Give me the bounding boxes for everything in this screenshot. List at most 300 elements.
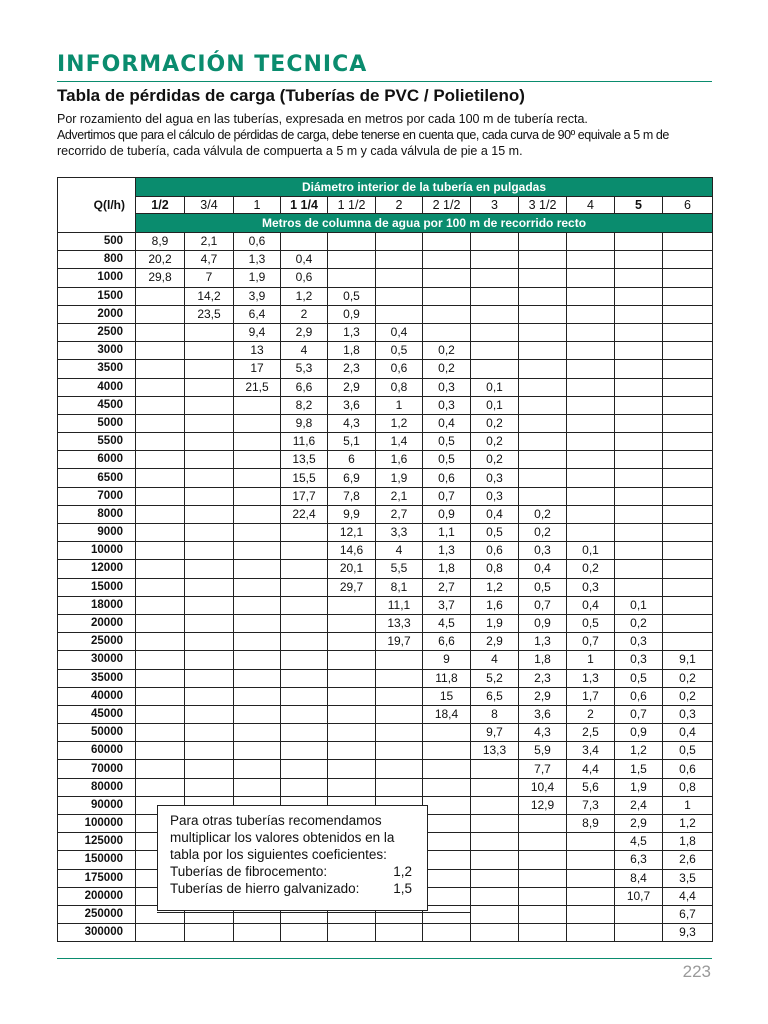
- loss-value: 8,4: [615, 869, 663, 887]
- loss-value: 9,8: [281, 414, 328, 432]
- loss-value: 0,6: [376, 360, 423, 378]
- loss-value: 1,8: [519, 651, 567, 669]
- flow-value: 45000: [58, 705, 136, 723]
- loss-value: [136, 487, 185, 505]
- loss-value: 1,4: [376, 433, 423, 451]
- coefficient-fibrocement: [170, 863, 412, 880]
- loss-value: 0,7: [567, 633, 615, 651]
- table-row: [58, 469, 713, 487]
- loss-value: [519, 251, 567, 269]
- diameter-size: 3: [471, 197, 519, 214]
- loss-value: [234, 724, 281, 742]
- loss-value: 4: [471, 651, 519, 669]
- table-row: [58, 233, 713, 251]
- loss-value: [234, 760, 281, 778]
- loss-value: 0,4: [471, 505, 519, 523]
- loss-value: 1,9: [471, 614, 519, 632]
- loss-value: 0,6: [234, 233, 281, 251]
- loss-value: [567, 887, 615, 905]
- loss-value: 0,5: [663, 742, 713, 760]
- loss-value: [234, 705, 281, 723]
- loss-value: [519, 396, 567, 414]
- loss-value: 7,7: [519, 760, 567, 778]
- loss-value: [519, 833, 567, 851]
- table-row: [58, 669, 713, 687]
- loss-value: [281, 651, 328, 669]
- flow-value: 3500: [58, 360, 136, 378]
- loss-value: 0,3: [615, 651, 663, 669]
- diameter-header: Diámetro interior de la tubería en pulgadas: [136, 178, 713, 197]
- loss-value: [423, 287, 471, 305]
- loss-value: [185, 651, 234, 669]
- loss-value: [423, 905, 471, 923]
- loss-value: [328, 760, 376, 778]
- loss-value: [567, 505, 615, 523]
- loss-value: 0,9: [423, 505, 471, 523]
- loss-value: 2,3: [519, 669, 567, 687]
- loss-value: 4,7: [185, 251, 234, 269]
- loss-value: [376, 669, 423, 687]
- metros-header: Metros de columna de agua por 100 m de recorrido recto: [136, 214, 713, 233]
- flow-value: 8000: [58, 505, 136, 523]
- table-row: [58, 724, 713, 742]
- loss-value: 2,5: [567, 724, 615, 742]
- loss-value: 1: [567, 651, 615, 669]
- loss-value: 0,1: [471, 396, 519, 414]
- loss-value: 14,6: [328, 542, 376, 560]
- loss-value: 6,5: [471, 687, 519, 705]
- loss-value: [234, 542, 281, 560]
- loss-value: [281, 687, 328, 705]
- loss-value: [185, 342, 234, 360]
- coefficient-label: Tuberías de fibrocemento:: [170, 864, 328, 879]
- loss-value: [234, 596, 281, 614]
- loss-value: [185, 669, 234, 687]
- loss-value: [136, 433, 185, 451]
- diameter-size: 3/4: [185, 197, 234, 214]
- loss-value: [663, 596, 713, 614]
- loss-value: [519, 323, 567, 341]
- loss-value: 13,3: [376, 614, 423, 632]
- loss-value: [185, 778, 234, 796]
- flow-value: 250000: [58, 905, 136, 923]
- loss-value: 7,3: [567, 796, 615, 814]
- loss-value: 7,8: [328, 487, 376, 505]
- loss-value: [376, 305, 423, 323]
- loss-value: [185, 433, 234, 451]
- loss-value: 1,2: [663, 815, 713, 833]
- loss-value: [471, 760, 519, 778]
- loss-value: 0,7: [615, 705, 663, 723]
- loss-value: [281, 705, 328, 723]
- loss-value: [663, 614, 713, 632]
- loss-value: 12,1: [328, 524, 376, 542]
- flow-column-header: Q(l/h): [58, 178, 136, 233]
- diameter-size: 3 1/2: [519, 197, 567, 214]
- loss-value: [471, 342, 519, 360]
- loss-value: 0,4: [281, 251, 328, 269]
- loss-value: [663, 469, 713, 487]
- flow-value: 300000: [58, 924, 136, 942]
- flow-value: 40000: [58, 687, 136, 705]
- loss-value: [376, 924, 423, 942]
- loss-value: [663, 414, 713, 432]
- loss-value: 0,2: [615, 614, 663, 632]
- flow-value: 30000: [58, 651, 136, 669]
- loss-value: [234, 560, 281, 578]
- flow-value: 5000: [58, 414, 136, 432]
- flow-value: 9000: [58, 524, 136, 542]
- loss-value: [567, 524, 615, 542]
- table-row: [58, 760, 713, 778]
- loss-value: 2,9: [471, 633, 519, 651]
- loss-value: [423, 851, 471, 869]
- loss-value: 5,3: [281, 360, 328, 378]
- loss-value: [376, 251, 423, 269]
- loss-value: 6,4: [234, 305, 281, 323]
- loss-value: [234, 924, 281, 942]
- loss-value: 13,5: [281, 451, 328, 469]
- table-row: [58, 596, 713, 614]
- table-row: [58, 524, 713, 542]
- loss-value: [519, 305, 567, 323]
- loss-value: [471, 815, 519, 833]
- loss-value: [519, 887, 567, 905]
- loss-value: [328, 742, 376, 760]
- loss-value: 6,6: [423, 633, 471, 651]
- loss-value: [328, 705, 376, 723]
- loss-value: [663, 323, 713, 341]
- intro-line: Advertimos que para el cálculo de pérdidas de carga, debe tenerse en cuenta que, cada curva de 90º equivale a 5 m de: [57, 128, 669, 142]
- loss-value: [663, 251, 713, 269]
- loss-value: [234, 451, 281, 469]
- loss-value: [234, 614, 281, 632]
- loss-value: [328, 596, 376, 614]
- loss-value: [185, 414, 234, 432]
- loss-value: [615, 487, 663, 505]
- loss-value: [471, 833, 519, 851]
- loss-value: 11,1: [376, 596, 423, 614]
- loss-value: [281, 614, 328, 632]
- loss-value: 1,3: [519, 633, 567, 651]
- loss-value: 23,5: [185, 305, 234, 323]
- loss-value: 0,2: [471, 433, 519, 451]
- loss-value: [519, 342, 567, 360]
- loss-value: [615, 342, 663, 360]
- loss-value: 10,7: [615, 887, 663, 905]
- loss-value: 4,5: [423, 614, 471, 632]
- table-row: [58, 778, 713, 796]
- loss-value: 2,1: [376, 487, 423, 505]
- loss-value: [423, 305, 471, 323]
- loss-value: [567, 924, 615, 942]
- loss-value: [234, 651, 281, 669]
- intro-text: [57, 111, 717, 159]
- coefficients-note: [157, 805, 428, 911]
- loss-value: [423, 269, 471, 287]
- loss-value: [185, 687, 234, 705]
- loss-value: 8: [471, 705, 519, 723]
- loss-value: [136, 505, 185, 523]
- loss-value: [615, 505, 663, 523]
- loss-value: 1,2: [615, 742, 663, 760]
- loss-value: [567, 287, 615, 305]
- loss-value: [185, 378, 234, 396]
- loss-value: 3,6: [519, 705, 567, 723]
- loss-value: [185, 396, 234, 414]
- loss-value: 12,9: [519, 796, 567, 814]
- loss-value: [136, 924, 185, 942]
- loss-value: [136, 305, 185, 323]
- loss-value: 4,3: [328, 414, 376, 432]
- flow-value: 175000: [58, 869, 136, 887]
- loss-value: [663, 269, 713, 287]
- loss-value: 14,2: [185, 287, 234, 305]
- flow-value: 6000: [58, 451, 136, 469]
- loss-value: [423, 796, 471, 814]
- loss-value: [136, 760, 185, 778]
- loss-value: [567, 905, 615, 923]
- loss-value: 0,1: [567, 542, 615, 560]
- loss-value: [376, 742, 423, 760]
- loss-value: 1: [663, 796, 713, 814]
- loss-value: [185, 524, 234, 542]
- loss-value: 1: [376, 396, 423, 414]
- flow-value: 10000: [58, 542, 136, 560]
- table-row: [58, 323, 713, 341]
- loss-value: 6: [328, 451, 376, 469]
- flow-value: 5500: [58, 433, 136, 451]
- loss-value: [136, 578, 185, 596]
- loss-value: [519, 924, 567, 942]
- loss-value: [471, 924, 519, 942]
- loss-value: 1,3: [234, 251, 281, 269]
- loss-value: 2: [567, 705, 615, 723]
- flow-value: 6500: [58, 469, 136, 487]
- loss-value: [471, 233, 519, 251]
- loss-value: [185, 578, 234, 596]
- table-row: [58, 505, 713, 523]
- loss-value: [567, 342, 615, 360]
- loss-value: [471, 287, 519, 305]
- flow-value: 80000: [58, 778, 136, 796]
- loss-value: [615, 578, 663, 596]
- loss-value: 20,1: [328, 560, 376, 578]
- loss-value: [328, 269, 376, 287]
- flow-value: 2500: [58, 323, 136, 341]
- diameter-size: 1/2: [136, 197, 185, 214]
- loss-value: 0,2: [567, 560, 615, 578]
- loss-value: 4,5: [615, 833, 663, 851]
- table-row: [58, 396, 713, 414]
- loss-value: 1,8: [328, 342, 376, 360]
- loss-value: [136, 705, 185, 723]
- loss-value: [663, 342, 713, 360]
- loss-value: [567, 269, 615, 287]
- loss-value: [615, 378, 663, 396]
- loss-value: 0,6: [471, 542, 519, 560]
- loss-value: 4: [281, 342, 328, 360]
- loss-value: [136, 651, 185, 669]
- loss-value: 0,2: [663, 669, 713, 687]
- loss-value: [185, 469, 234, 487]
- coefficient-label: Tuberías de hierro galvanizado:: [170, 881, 360, 896]
- loss-value: [567, 233, 615, 251]
- loss-value: 5,9: [519, 742, 567, 760]
- loss-value: 2,6: [663, 851, 713, 869]
- flow-value: 15000: [58, 578, 136, 596]
- loss-value: [471, 305, 519, 323]
- loss-value: [615, 287, 663, 305]
- loss-value: 0,3: [423, 378, 471, 396]
- loss-value: 0,3: [567, 578, 615, 596]
- loss-value: 5,1: [328, 433, 376, 451]
- loss-value: [471, 778, 519, 796]
- loss-value: [281, 633, 328, 651]
- loss-value: 8,1: [376, 578, 423, 596]
- loss-value: [328, 778, 376, 796]
- loss-value: 0,3: [615, 633, 663, 651]
- table-row: [58, 414, 713, 432]
- loss-value: 15: [423, 687, 471, 705]
- loss-value: [136, 614, 185, 632]
- loss-value: 2,3: [328, 360, 376, 378]
- loss-value: 13,3: [471, 742, 519, 760]
- table-row: [58, 287, 713, 305]
- loss-value: [185, 451, 234, 469]
- loss-value: [136, 342, 185, 360]
- loss-value: [471, 251, 519, 269]
- loss-value: 2,9: [281, 323, 328, 341]
- loss-value: 0,9: [615, 724, 663, 742]
- loss-value: [328, 233, 376, 251]
- loss-value: 1,1: [423, 524, 471, 542]
- loss-value: 0,2: [423, 342, 471, 360]
- table-row: [58, 614, 713, 632]
- loss-value: [663, 287, 713, 305]
- loss-value: [185, 596, 234, 614]
- loss-value: [376, 687, 423, 705]
- flow-value: 60000: [58, 742, 136, 760]
- loss-value: [328, 724, 376, 742]
- loss-value: 0,1: [471, 378, 519, 396]
- table-row: [58, 687, 713, 705]
- loss-value: [663, 378, 713, 396]
- loss-value: 0,8: [663, 778, 713, 796]
- loss-value: [663, 633, 713, 651]
- loss-value: 3,5: [663, 869, 713, 887]
- diameter-size: 1: [234, 197, 281, 214]
- loss-value: [328, 669, 376, 687]
- coefficient-galvanized: [170, 880, 412, 897]
- loss-value: [615, 433, 663, 451]
- loss-value: [234, 396, 281, 414]
- table-row: [58, 360, 713, 378]
- loss-value: [471, 323, 519, 341]
- loss-value: 0,4: [567, 596, 615, 614]
- loss-value: [185, 542, 234, 560]
- loss-value: [136, 542, 185, 560]
- loss-value: 1,3: [423, 542, 471, 560]
- loss-value: [234, 433, 281, 451]
- loss-value: [615, 905, 663, 923]
- loss-value: [519, 233, 567, 251]
- loss-value: [281, 924, 328, 942]
- table-row: [58, 542, 713, 560]
- loss-value: 9,1: [663, 651, 713, 669]
- flow-value: 50000: [58, 724, 136, 742]
- loss-value: [234, 687, 281, 705]
- loss-value: 0,3: [471, 487, 519, 505]
- loss-value: [615, 269, 663, 287]
- loss-value: [567, 869, 615, 887]
- table-row: [58, 705, 713, 723]
- loss-value: [185, 323, 234, 341]
- loss-value: [519, 378, 567, 396]
- loss-value: [423, 833, 471, 851]
- loss-value: [185, 487, 234, 505]
- loss-value: 8,9: [136, 233, 185, 251]
- flow-value: 90000: [58, 796, 136, 814]
- loss-value: 18,4: [423, 705, 471, 723]
- loss-value: [615, 305, 663, 323]
- loss-value: [376, 760, 423, 778]
- loss-value: [423, 815, 471, 833]
- loss-value: [281, 542, 328, 560]
- loss-value: [663, 233, 713, 251]
- loss-value: [328, 633, 376, 651]
- loss-value: [423, 742, 471, 760]
- loss-value: [663, 451, 713, 469]
- flow-value: 100000: [58, 815, 136, 833]
- title-divider: [57, 81, 712, 82]
- loss-value: 22,4: [281, 505, 328, 523]
- flow-value: 125000: [58, 833, 136, 851]
- loss-value: 1,2: [471, 578, 519, 596]
- loss-value: [328, 924, 376, 942]
- flow-value: 2000: [58, 305, 136, 323]
- loss-value: 0,2: [471, 451, 519, 469]
- loss-value: 0,5: [567, 614, 615, 632]
- loss-value: 1,5: [615, 760, 663, 778]
- loss-value: [328, 614, 376, 632]
- loss-value: [136, 742, 185, 760]
- loss-value: [519, 869, 567, 887]
- loss-value: 2,4: [615, 796, 663, 814]
- loss-value: [567, 414, 615, 432]
- loss-value: 1,9: [615, 778, 663, 796]
- loss-value: [471, 796, 519, 814]
- table-row: [58, 560, 713, 578]
- loss-value: [663, 505, 713, 523]
- loss-value: [663, 487, 713, 505]
- table-row: [58, 451, 713, 469]
- loss-value: 0,8: [471, 560, 519, 578]
- loss-value: [136, 287, 185, 305]
- loss-value: 0,4: [519, 560, 567, 578]
- diameter-size: 5: [615, 197, 663, 214]
- loss-value: [471, 905, 519, 923]
- loss-value: 1,3: [328, 323, 376, 341]
- loss-value: [519, 851, 567, 869]
- loss-value: [185, 760, 234, 778]
- diameter-size: 2: [376, 197, 423, 214]
- loss-value: [567, 469, 615, 487]
- loss-value: [328, 651, 376, 669]
- loss-value: 1,2: [281, 287, 328, 305]
- note-frame-right: [470, 805, 471, 913]
- loss-value: 20,2: [136, 251, 185, 269]
